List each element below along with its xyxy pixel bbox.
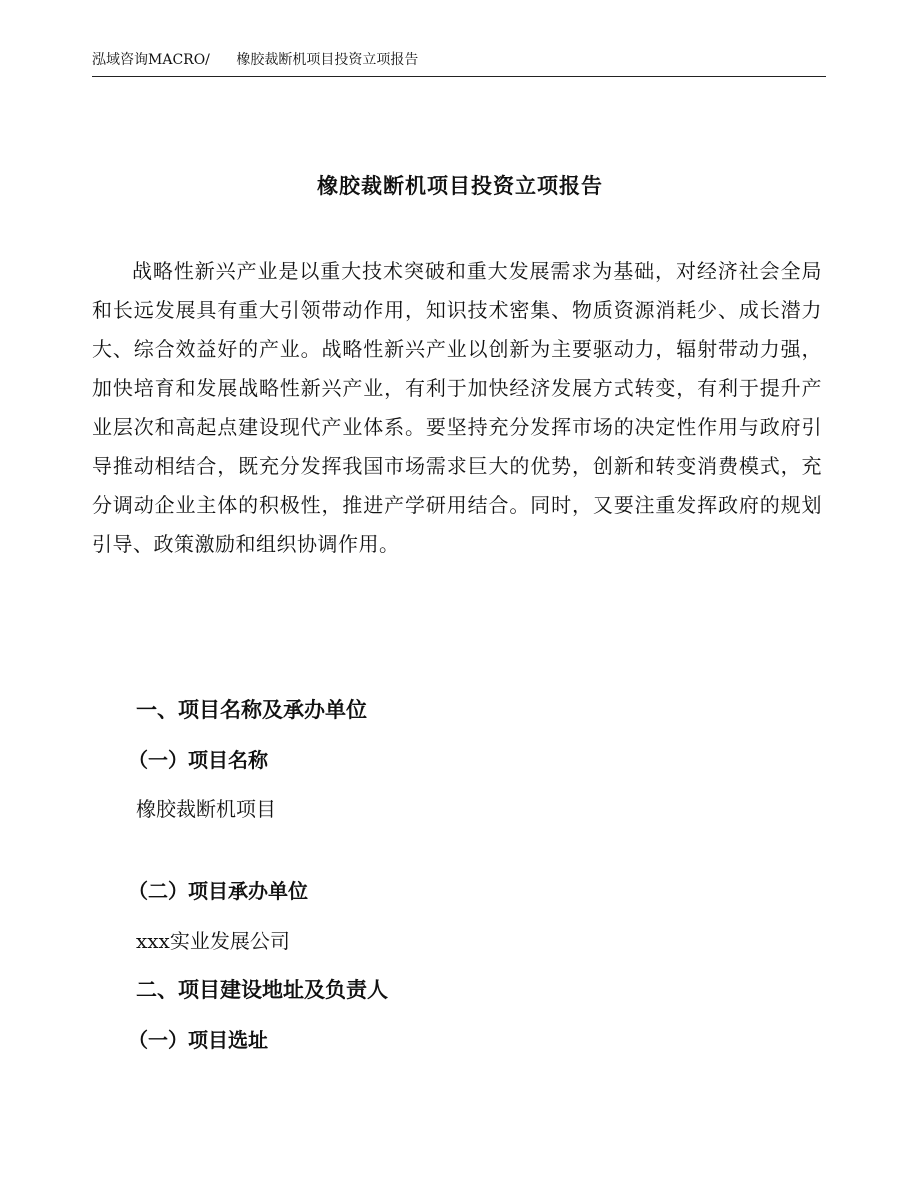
project-name-text: 橡胶裁断机项目 (136, 797, 276, 821)
section-2-1-heading: （一）项目选址 (128, 1028, 268, 1052)
section-1-2-heading: （二）项目承办单位 (128, 879, 308, 903)
section-1-1-heading: （一）项目名称 (128, 748, 268, 772)
section-1-heading: 一、项目名称及承办单位 (136, 697, 367, 722)
document-title: 橡胶裁断机项目投资立项报告 (317, 173, 603, 198)
header-doc-title: 橡胶裁断机项目投资立项报告 (236, 52, 419, 68)
header-brand: 泓域咨询MACRO/ (92, 52, 210, 68)
sponsor-company-text: xxx实业发展公司 (136, 929, 290, 953)
section-2-heading: 二、项目建设地址及负责人 (136, 977, 388, 1002)
page-header (92, 50, 826, 77)
intro-paragraph: 战略性新兴产业是以重大技术突破和重大发展需求为基础，对经济社会全局和长远发展具有重大引领带动作用，知识技术密集、物质资源消耗少、成长潜力大、综合效益好的产业。战略性新兴产业以创新为主要驱动力，辐射带动力强，加快培育和发展战略性新兴产业，有利于加快经济发展方式转变，有利于提升产业层次和高起点建设现代产业体系。要坚持充分发挥市场的决定性作用与政府引导推动相结合，既充分发挥我国市场需求巨大的优势，创新和转变消费模式，充分调动企业主体的积极性，推进产学研用结合。同时，又要注重发挥政府的规划引导、政策激励和组织协调作用。 (92, 259, 822, 556)
